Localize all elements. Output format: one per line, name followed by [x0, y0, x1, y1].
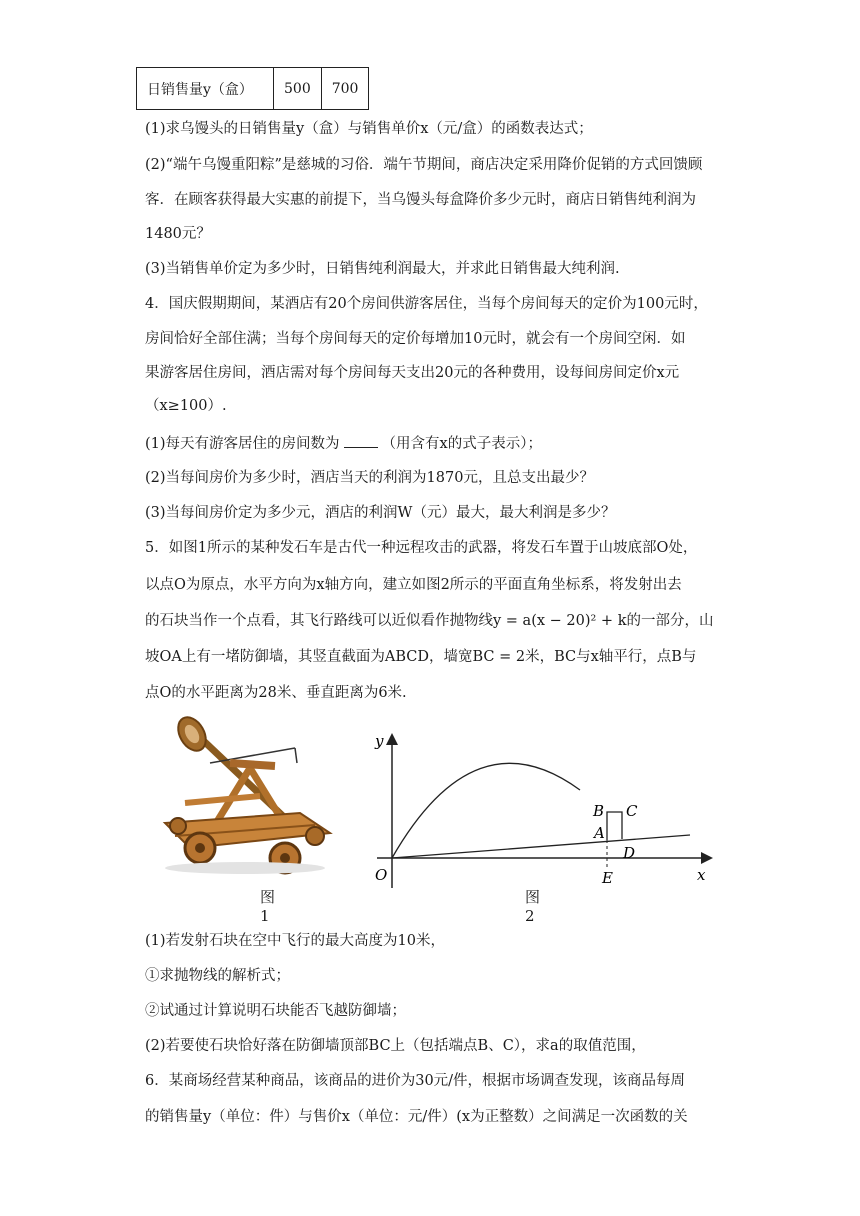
figure2-caption: 图2 — [525, 888, 541, 925]
q4-part1-prefix: (1)每天有游客居住的房间数为 — [145, 436, 340, 452]
q3-part2-line1: (2)“端午乌馒重阳粽”是慈城的习俗．端午节期间，商店决定采用降价促销的方式回馈顾 — [145, 157, 703, 173]
q5-part1-i: ①求抛物线的解析式； — [145, 968, 290, 984]
label-y: y — [375, 732, 384, 750]
table-cell: 700 — [321, 68, 369, 110]
q4-stem-line4: （x≥100）. — [145, 398, 227, 414]
q5-part1-ii: ②试通过计算说明石块能否飞越防御墙； — [145, 1003, 406, 1019]
parabola-path — [392, 763, 580, 858]
q4-part3: (3)当每间房价定为多少元，酒店的利润W（元）最大，最大利润是多少？ — [145, 505, 616, 521]
table-cell: 500 — [274, 68, 322, 110]
sales-table — [136, 67, 369, 110]
label-O: O — [375, 866, 388, 884]
q3-part2-line2: 客．在顾客获得最大实惠的前提下，当乌馒头每盒降价多少元时，商店日销售纯利润为 — [145, 192, 696, 208]
label-D: D — [623, 844, 636, 862]
q4-stem-line3: 果游客居住房间，酒店需对每个房间每天支出20元的各种费用，设每间房间定价x元 — [145, 365, 680, 381]
wall-shape — [607, 812, 622, 840]
figure1-caption: 图1 — [260, 888, 276, 925]
q5-stem-line2: 以点O为原点，水平方向为x轴方向，建立如图2所示的平面直角坐标系，将发射出去 — [145, 577, 682, 593]
q5-stem-line1: 5．如图1所示的某种发石车是古代一种远程攻击的武器，将发石车置于山坡底部O处， — [145, 540, 698, 556]
slope-line — [392, 835, 690, 858]
coordinate-diagram — [365, 728, 745, 903]
q4-part1 — [145, 433, 542, 455]
catapult-illustration — [150, 708, 340, 878]
table-row — [137, 68, 369, 110]
answer-blank — [344, 433, 378, 448]
label-E: E — [602, 869, 613, 887]
q5-part2: (2)若要使石块恰好落在防御墙顶部BC上（包括端点B、C），求a的取值范围， — [145, 1038, 646, 1054]
q4-part1-suffix: （用含有x的式子表示）； — [381, 436, 542, 452]
label-A: A — [594, 824, 605, 842]
q3-part2-line3: 1480元？ — [145, 226, 211, 242]
q5-stem-line3: 的石块当作一个点看，其飞行路线可以近似看作抛物线y = a(x − 20)² + k的一部分，山 — [145, 613, 714, 629]
q4-stem-line2: 房间恰好全部住满；当每个房间每天的定价每增加10元时，就会有一个房间空闲．如 — [145, 331, 686, 347]
q5-stem-line4: 坡OA上有一堵防御墙，其竖直截面为ABCD，墙宽BC = 2米，BC与x轴平行，点B与 — [145, 649, 697, 665]
q3-part1: (1)求乌馒头的日销售量y（盒）与销售单价x（元/盒）的函数表达式； — [145, 121, 593, 137]
q5-part1: (1)若发射石块在空中飞行的最大高度为10米， — [145, 933, 445, 949]
label-C: C — [626, 802, 638, 820]
q3-part3: (3)当销售单价定为多少时，日销售纯利润最大，并求此日销售最大纯利润. — [145, 261, 620, 277]
q4-stem-line1: 4．国庆假期期间，某酒店有20个房间供游客居住，当每个房间每天的定价为100元时， — [145, 296, 708, 312]
label-B: B — [593, 802, 605, 820]
q6-stem-line2: 的销售量y（单位：件）与售价x（单位：元/件）(x为正整数）之间满足一次函数的关 — [145, 1109, 688, 1125]
q5-stem-line5: 点O的水平距离为28米、垂直距离为6米. — [145, 685, 407, 701]
q4-part2: (2)当每间房价为多少时，酒店当天的利润为1870元，且总支出最少？ — [145, 470, 594, 486]
table-header-cell: 日销售量y（盒） — [137, 68, 274, 110]
label-x: x — [697, 866, 706, 884]
q6-stem-line1: 6．某商场经营某种商品，该商品的进价为30元/件，根据市场调查发现，该商品每周 — [145, 1073, 686, 1089]
